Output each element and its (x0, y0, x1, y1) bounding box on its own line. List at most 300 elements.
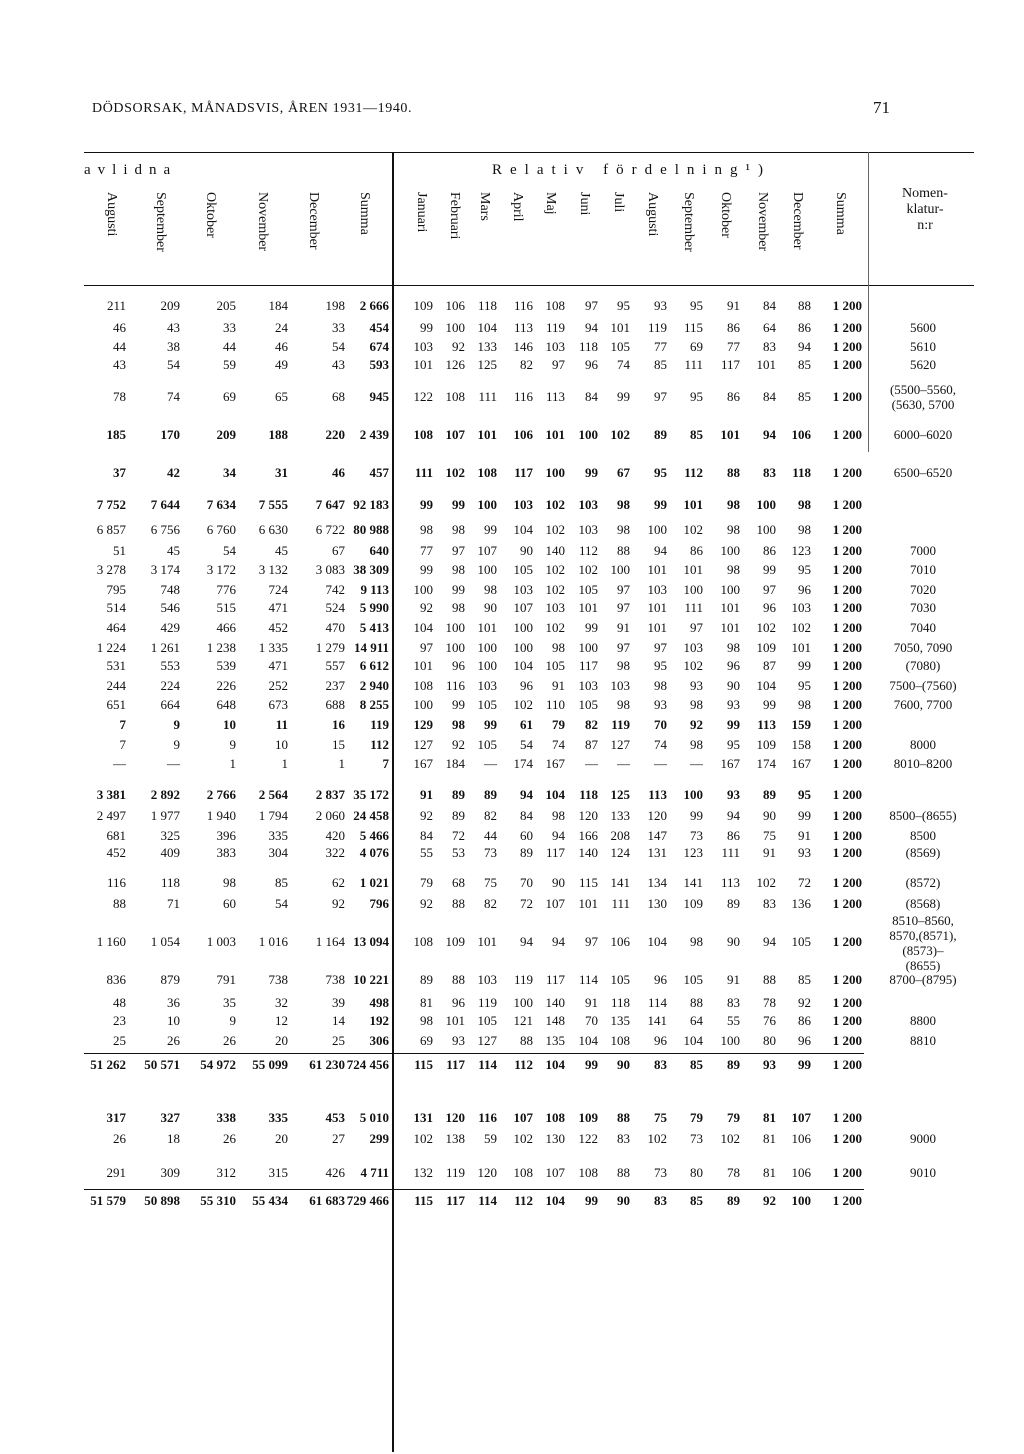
cell-right: 83 (654, 1193, 667, 1208)
cell-left: 15 (332, 737, 345, 752)
cell-right: 89 (452, 808, 465, 823)
cell-left: 54 (167, 357, 180, 372)
cell-right: 59 (484, 1131, 497, 1146)
cell-left: 85 (275, 875, 288, 890)
cell-right: 101 (647, 620, 667, 635)
cell-left: 42 (167, 465, 180, 480)
cell-right: 100 (720, 543, 740, 558)
cell-right: 90 (520, 543, 533, 558)
cell-left: 65 (275, 389, 288, 404)
table-row (0, 1165, 1024, 1183)
cell-left: 309 (160, 1165, 180, 1180)
cell-right: 103 (513, 497, 533, 512)
table-row (0, 808, 1024, 826)
cell-left: 531 (106, 658, 126, 673)
cell-right: 53 (452, 845, 465, 860)
cell-right: 102 (720, 1131, 740, 1146)
cell-right: 130 (647, 896, 667, 911)
cell-left: 7 555 (258, 497, 288, 512)
cell-right: 91 (585, 995, 598, 1010)
cell-right: 99 (484, 717, 497, 732)
cell-right: 92 (798, 995, 811, 1010)
cell-left: 184 (268, 298, 288, 313)
cell-right: 100 (513, 620, 533, 635)
cell-left: 327 (160, 1110, 180, 1125)
cell-left: 7 (119, 717, 126, 732)
cell-right: 72 (452, 828, 465, 843)
cell-left: 291 (106, 1165, 126, 1180)
cell-right: 104 (683, 1033, 703, 1048)
cell-right: 107 (477, 543, 497, 558)
cell-left: 514 (106, 600, 126, 615)
cell-right: 105 (578, 697, 598, 712)
cell-left: 420 (325, 828, 345, 843)
cell-right: 94 (552, 934, 565, 949)
cell-left: 34 (223, 465, 236, 480)
cell-right: 98 (617, 497, 630, 512)
cell-left: 78 (113, 389, 126, 404)
cell-right: 166 (578, 828, 598, 843)
cell-right: 101 (683, 497, 703, 512)
page-title: DÖDSORSAK, MÅNADSVIS, ÅREN 1931—1940. (92, 101, 413, 116)
nomenclature-code: (5630, 5700 (891, 397, 955, 412)
cell-left: 26 (167, 1033, 180, 1048)
table-row (0, 640, 1024, 658)
cell-right: 93 (727, 697, 740, 712)
cell-left: 71 (167, 896, 180, 911)
nomenclature-code: 8700–(8795) (889, 972, 957, 987)
cell-right: 1 200 (832, 320, 862, 335)
cell-right: 64 (763, 320, 776, 335)
cell-right: 1 200 (832, 562, 862, 577)
table-row (0, 582, 1024, 600)
cell-left: 4 076 (359, 845, 389, 860)
cell-right: 98 (798, 497, 811, 512)
cell-right: 101 (683, 562, 703, 577)
cell-right: 108 (477, 465, 497, 480)
cell-right: 116 (513, 298, 533, 313)
nomenclature-code: (8655) (905, 958, 941, 973)
cell-right: 108 (413, 427, 433, 442)
cell-left: 4 711 (360, 1165, 389, 1180)
nomenclature-code: 8810 (910, 1033, 936, 1048)
cell-right: 174 (756, 756, 776, 771)
cell-right: 74 (617, 357, 630, 372)
cell-left: 306 (369, 1033, 389, 1048)
cell-left: 879 (160, 972, 180, 987)
cell-right: 98 (654, 678, 667, 693)
cell-right: 114 (578, 972, 598, 987)
cell-left: 185 (106, 427, 126, 442)
cell-right: 123 (791, 543, 811, 558)
cell-right: 106 (791, 1131, 811, 1146)
cell-right: 73 (690, 828, 703, 843)
cell-right: 84 (585, 389, 598, 404)
cell-left: 9 113 (360, 582, 389, 597)
cell-left: 54 (332, 339, 345, 354)
cell-right: 99 (452, 697, 465, 712)
cell-right: 111 (478, 389, 497, 404)
cell-right: 120 (477, 1165, 497, 1180)
cell-right: 81 (763, 1165, 776, 1180)
cell-right: 1 200 (832, 875, 862, 890)
cell-right: 103 (610, 678, 630, 693)
cell-left: 51 579 (90, 1193, 126, 1208)
cell-right: 117 (545, 972, 565, 987)
cell-right: 88 (452, 972, 465, 987)
cell-right: 133 (610, 808, 630, 823)
table-row (0, 697, 1024, 715)
cell-right: 102 (578, 562, 598, 577)
cell-right: 135 (545, 1033, 565, 1048)
cell-left: 24 458 (353, 808, 389, 823)
cell-right: 99 (798, 658, 811, 673)
cell-left: 6 630 (258, 522, 288, 537)
cell-right: 105 (791, 934, 811, 949)
cell-left: 54 (275, 896, 288, 911)
cell-right: 117 (720, 357, 740, 372)
cell-right: 1 200 (832, 717, 862, 732)
cell-right: 116 (513, 389, 533, 404)
cell-right: 104 (545, 1057, 565, 1072)
cell-right: 69 (690, 339, 703, 354)
cell-left: 546 (160, 600, 180, 615)
cell-left: 791 (216, 972, 236, 987)
cell-left: 16 (332, 717, 345, 732)
cell-right: 88 (452, 896, 465, 911)
cell-right: 99 (654, 497, 667, 512)
cell-right: 104 (477, 320, 497, 335)
cell-right: 79 (690, 1110, 703, 1125)
cell-right: 100 (578, 640, 598, 655)
cell-left: 7 752 (96, 497, 126, 512)
cell-right: 123 (683, 845, 703, 860)
cell-left: 36 (167, 995, 180, 1010)
cell-right: 127 (413, 737, 433, 752)
cell-right: 148 (545, 1013, 565, 1028)
cell-right: 83 (654, 1057, 667, 1072)
cell-right: 105 (513, 562, 533, 577)
cell-right: 102 (545, 562, 565, 577)
cell-right: 78 (727, 1165, 740, 1180)
cell-right: 141 (647, 1013, 667, 1028)
cell-right: 97 (654, 640, 667, 655)
cell-right: 96 (520, 678, 533, 693)
cell-right: 107 (545, 896, 565, 911)
cell-right: 88 (798, 298, 811, 313)
cell-left: 1 (229, 756, 236, 771)
nomenclature-code: 8800 (910, 1013, 936, 1028)
cell-left: 62 (332, 875, 345, 890)
nomenclature-code: (7080) (905, 658, 941, 673)
cell-left: 1 016 (258, 934, 288, 949)
cell-right: 99 (585, 1193, 598, 1208)
cell-left: 312 (216, 1165, 236, 1180)
col-header-right-0 (409, 192, 433, 274)
cell-right: 109 (756, 737, 776, 752)
cell-right: 75 (484, 875, 497, 890)
cell-right: 87 (763, 658, 776, 673)
cell-left: 383 (216, 845, 236, 860)
cell-right: 115 (414, 1193, 433, 1208)
cell-right: 86 (798, 320, 811, 335)
col-header-label: November (255, 192, 270, 252)
cell-right: 82 (585, 717, 598, 732)
table-row (0, 678, 1024, 696)
cell-right: 90 (552, 875, 565, 890)
cell-right: 109 (578, 1110, 598, 1125)
cell-right: 107 (513, 1110, 533, 1125)
cell-right: 167 (413, 756, 433, 771)
cell-right: 1 200 (832, 497, 862, 512)
cell-right: 90 (763, 808, 776, 823)
cell-right: 61 (520, 717, 533, 732)
cell-left: 9 (173, 717, 180, 732)
cell-right: 118 (578, 339, 598, 354)
cell-right: 100 (445, 620, 465, 635)
cell-left: 50 571 (144, 1057, 180, 1072)
cell-right: 92 (452, 737, 465, 752)
nomenclature-code: 9000 (910, 1131, 936, 1146)
cell-left: 10 221 (353, 972, 389, 987)
col-header-label: Augusti (645, 192, 660, 237)
cell-left: 55 434 (252, 1193, 288, 1208)
cell-right: 85 (798, 389, 811, 404)
cell-left: 1 021 (359, 875, 389, 890)
cell-left: 464 (106, 620, 126, 635)
table-row (0, 339, 1024, 357)
cell-right: 85 (798, 972, 811, 987)
table-row (0, 658, 1024, 676)
cell-left: 317 (106, 1110, 126, 1125)
col-header-label: Januari (414, 192, 429, 233)
cell-left: 6 612 (359, 658, 389, 673)
cell-right: 81 (420, 995, 433, 1010)
cell-right: — (690, 756, 703, 771)
cell-right: 111 (721, 845, 740, 860)
cell-left: 61 230 (309, 1057, 345, 1072)
cell-right: 96 (798, 582, 811, 597)
cell-right: 1 200 (832, 620, 862, 635)
cell-left: 325 (160, 828, 180, 843)
cell-right: 119 (513, 972, 533, 987)
cell-right: 132 (413, 1165, 433, 1180)
cell-left: 20 (275, 1131, 288, 1146)
cell-right: 117 (514, 465, 533, 480)
cell-left: 23 (113, 1013, 126, 1028)
cell-right: 90 (727, 678, 740, 693)
cell-left: 112 (370, 737, 389, 752)
cell-right: 100 (578, 427, 598, 442)
cell-right: 73 (484, 845, 497, 860)
cell-left: 3 132 (258, 562, 288, 577)
col-header-left-0 (99, 192, 123, 274)
cell-right: 108 (578, 1165, 598, 1180)
cell-left: 2 497 (96, 808, 126, 823)
cell-right: 87 (585, 737, 598, 752)
cell-left: 452 (106, 845, 126, 860)
table-row (0, 382, 1024, 412)
cell-right: 136 (791, 896, 811, 911)
cell-left: 2 666 (359, 298, 389, 313)
col-header-right-7 (640, 192, 664, 274)
cell-right: 1 200 (832, 737, 862, 752)
cell-left: 9 (173, 737, 180, 752)
cell-right: 94 (520, 934, 533, 949)
cell-right: 108 (513, 1165, 533, 1180)
cell-right: 98 (552, 808, 565, 823)
cell-right: 1 200 (832, 427, 862, 442)
cell-right: 1 200 (832, 1165, 862, 1180)
cell-right: 1 200 (832, 600, 862, 615)
cell-left: 55 310 (200, 1193, 236, 1208)
cell-right: 97 (654, 389, 667, 404)
cell-right: 113 (720, 875, 740, 890)
cell-right: 86 (727, 389, 740, 404)
cell-left: 45 (167, 543, 180, 558)
cell-right: 102 (610, 427, 630, 442)
cell-right: 102 (545, 620, 565, 635)
cell-left: 299 (369, 1131, 389, 1146)
cell-right: 85 (654, 357, 667, 372)
table-row (0, 1033, 1024, 1051)
cell-right: 1 200 (832, 756, 862, 771)
cell-left: 452 (268, 620, 288, 635)
cell-left: 315 (268, 1165, 288, 1180)
nomenclature-code: 8010–8200 (893, 756, 953, 771)
nomenclature-code: 6000–6020 (893, 427, 953, 442)
cell-left: 211 (106, 298, 126, 313)
cell-left: 24 (275, 320, 288, 335)
cell-right: 1 200 (832, 1193, 862, 1208)
cell-right: 127 (610, 737, 630, 752)
cell-right: 101 (756, 357, 776, 372)
cell-right: 1 200 (832, 298, 862, 313)
cell-right: 81 (763, 1131, 776, 1146)
cell-right: 99 (727, 717, 740, 732)
cell-right: 1 200 (832, 972, 862, 987)
table-row (0, 737, 1024, 755)
cell-right: 98 (798, 522, 811, 537)
cell-right: 120 (647, 808, 667, 823)
cell-right: 103 (477, 972, 497, 987)
cell-right: 119 (545, 320, 565, 335)
cell-right: 108 (413, 678, 433, 693)
cell-right: 86 (690, 543, 703, 558)
col-header-label: Augusti (104, 192, 119, 237)
cell-right: 1 200 (832, 845, 862, 860)
cell-right: 1 200 (832, 339, 862, 354)
cell-right: 100 (413, 697, 433, 712)
cell-right: 96 (654, 972, 667, 987)
cell-right: 100 (720, 1033, 740, 1048)
table-row (0, 522, 1024, 540)
cell-left: 46 (275, 339, 288, 354)
col-header-right-12 (828, 192, 852, 274)
cell-right: 115 (414, 1057, 433, 1072)
cell-right: 108 (545, 298, 565, 313)
cell-left: 664 (160, 697, 180, 712)
cell-left: 51 (113, 543, 126, 558)
cell-right: 1 200 (832, 808, 862, 823)
cell-right: 100 (413, 582, 433, 597)
cell-right: 96 (585, 357, 598, 372)
cell-right: 167 (791, 756, 811, 771)
cell-left: 396 (216, 828, 236, 843)
cell-right: 127 (477, 1033, 497, 1048)
col-header-label: November (755, 192, 770, 252)
cell-right: 113 (648, 787, 667, 802)
cell-right: 88 (617, 1110, 630, 1125)
cell-right: 101 (720, 620, 740, 635)
cell-left: 524 (325, 600, 345, 615)
cell-right: 1 200 (832, 828, 862, 843)
cell-right: 141 (610, 875, 630, 890)
cell-right: 93 (452, 1033, 465, 1048)
cell-right: 102 (683, 522, 703, 537)
cell-right: 96 (798, 1033, 811, 1048)
cell-right: 208 (610, 828, 630, 843)
cell-right: 97 (617, 582, 630, 597)
cell-right: 94 (520, 787, 533, 802)
cell-right: 92 (763, 1193, 776, 1208)
cell-right: 77 (654, 339, 667, 354)
cell-right: 101 (413, 658, 433, 673)
cell-right: 70 (585, 1013, 598, 1028)
cell-left: 335 (268, 828, 288, 843)
cell-right: 88 (763, 972, 776, 987)
cell-right: 85 (690, 427, 703, 442)
cell-left: 6 760 (206, 522, 236, 537)
cell-right: 108 (413, 934, 433, 949)
cell-right: 100 (513, 640, 533, 655)
cell-right: 103 (413, 339, 433, 354)
cell-left: 209 (216, 427, 236, 442)
cell-right: 99 (585, 1057, 598, 1072)
cell-right: 94 (654, 543, 667, 558)
cell-right: 98 (452, 600, 465, 615)
cell-right: 97 (763, 582, 776, 597)
header-rule (84, 285, 974, 286)
cell-right: 89 (727, 896, 740, 911)
cell-left: 88 (113, 896, 126, 911)
cell-right: 100 (477, 658, 497, 673)
cell-left: 35 (223, 995, 236, 1010)
cell-right: 133 (477, 339, 497, 354)
cell-left: 5 466 (359, 828, 389, 843)
total-rule (84, 1053, 864, 1054)
cell-right: 79 (420, 875, 433, 890)
cell-right: 86 (763, 543, 776, 558)
cell-left: 7 634 (206, 497, 236, 512)
cell-left: 48 (113, 995, 126, 1010)
cell-right: 99 (420, 320, 433, 335)
cell-left: 205 (216, 298, 236, 313)
cell-left: 67 (332, 543, 345, 558)
cell-right: 122 (578, 1131, 598, 1146)
col-header-right-3 (505, 192, 529, 274)
cell-right: 111 (414, 465, 433, 480)
cell-right: 85 (798, 357, 811, 372)
col-header-label: Maj (543, 192, 558, 215)
cell-right: 100 (477, 497, 497, 512)
cell-right: 98 (727, 522, 740, 537)
cell-right: 106 (791, 1165, 811, 1180)
cell-left: 471 (268, 658, 288, 673)
cell-right: 100 (477, 640, 497, 655)
cell-right: 106 (610, 934, 630, 949)
cell-left: 5 010 (359, 1110, 389, 1125)
